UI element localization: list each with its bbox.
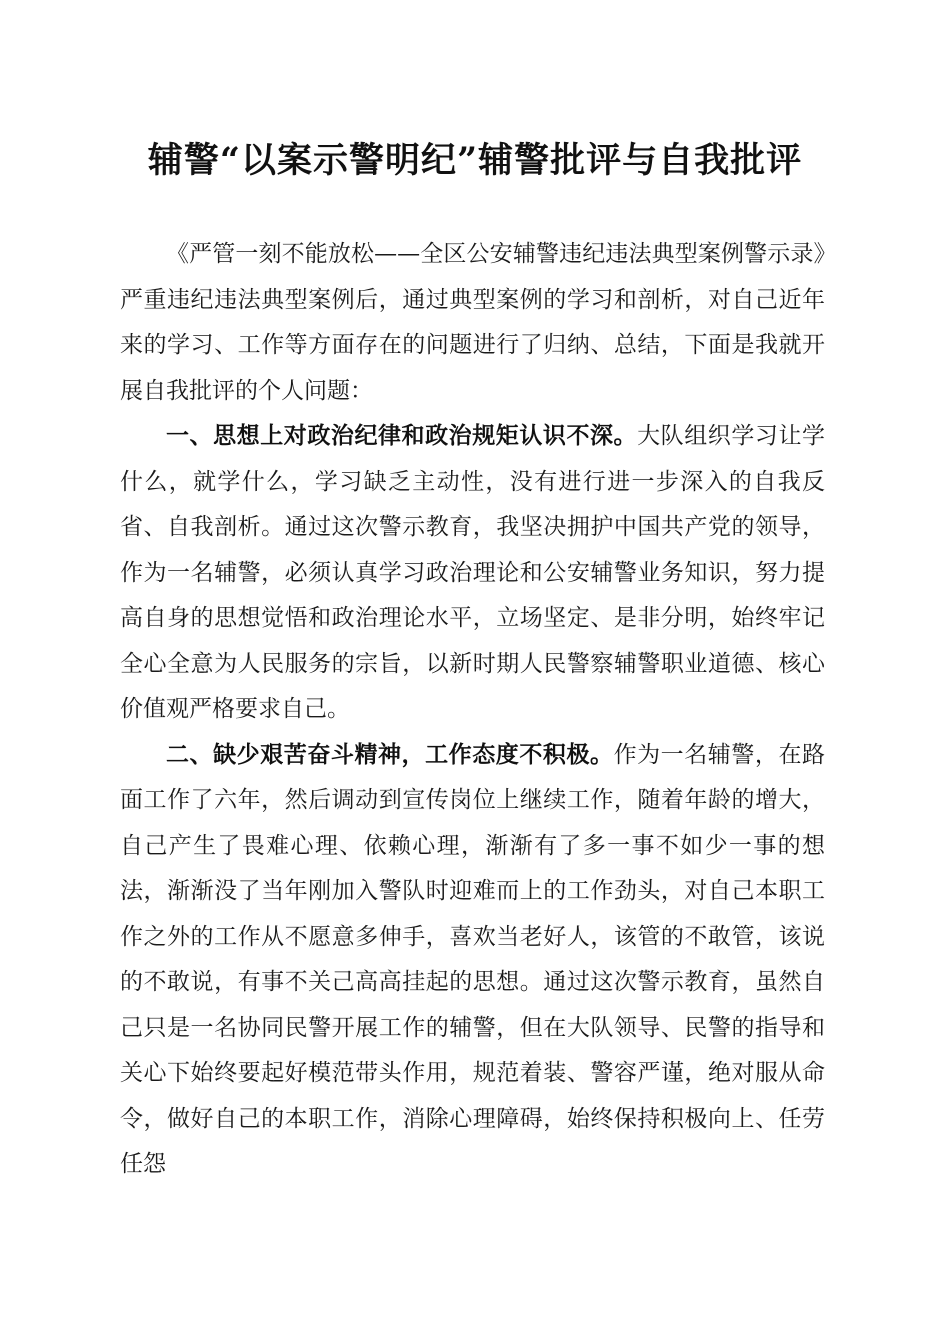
section-two-paragraph [120, 733, 825, 1188]
paragraph-heading: 二、缺少艰苦奋斗精神，工作态度不积极。 [166, 741, 614, 768]
paragraph-heading: 一、思想上对政治纪律和政治规矩认识不深。 [166, 423, 638, 449]
section-one-paragraph [120, 414, 825, 733]
paragraph-text: 作为一名辅警，在路面工作了六年，然后调动到宣传岗位上继续工作，随着年龄的增大，自己产生了畏难心理、依赖心理，渐渐有了多一事不如少一事的想法，渐渐没了当年刚加入警队时迎难而上的工作劲头，对自己本职工作之外的工作从不愿意多伸手，喜欢当老好人，该管的不敢管，该说的不敢说，有事不关己高高挂起的思想。通过这次警示教育，虽然自己只是一名协同民警开展工作的辅警，但在大队领导、民警的指导和关心下始终要起好模范带头作用，规范着装、警容严谨，绝对服从命令，做好自己的本职工作，消除心理障碍，始终保持积极向上、任劳任怨 [120, 741, 826, 1177]
document-title: 辅警“以案示警明纪”辅警批评与自我批评 [147, 140, 803, 181]
paragraph-text: 《严管一刻不能放松——全区公安辅警违纪违法典型案例警示录》严重违纪违法典型案例后，通过典型案例的学习和剖析，对自己近年来的学习、工作等方面存在的问题进行了归纳、总结，下面是我就开展自我批评的个人问题： [120, 241, 825, 404]
intro-paragraph [120, 232, 825, 414]
document-body [120, 232, 825, 1188]
paragraph-text: 大队组织学习让学什么，就学什么，学习缺乏主动性，没有进行进一步深入的自我反省、自我剖析。通过这次警示教育，我坚决拥护中国共产党的领导，作为一名辅警，必须认真学习政治理论和公安辅警业务知识，努力提高自身的思想觉悟和政治理论水平，立场坚定、是非分明，始终牢记全心全意为人民服务的宗旨，以新时期人民警察辅警职业道德、核心价值观严格要求自己。 [120, 423, 826, 722]
